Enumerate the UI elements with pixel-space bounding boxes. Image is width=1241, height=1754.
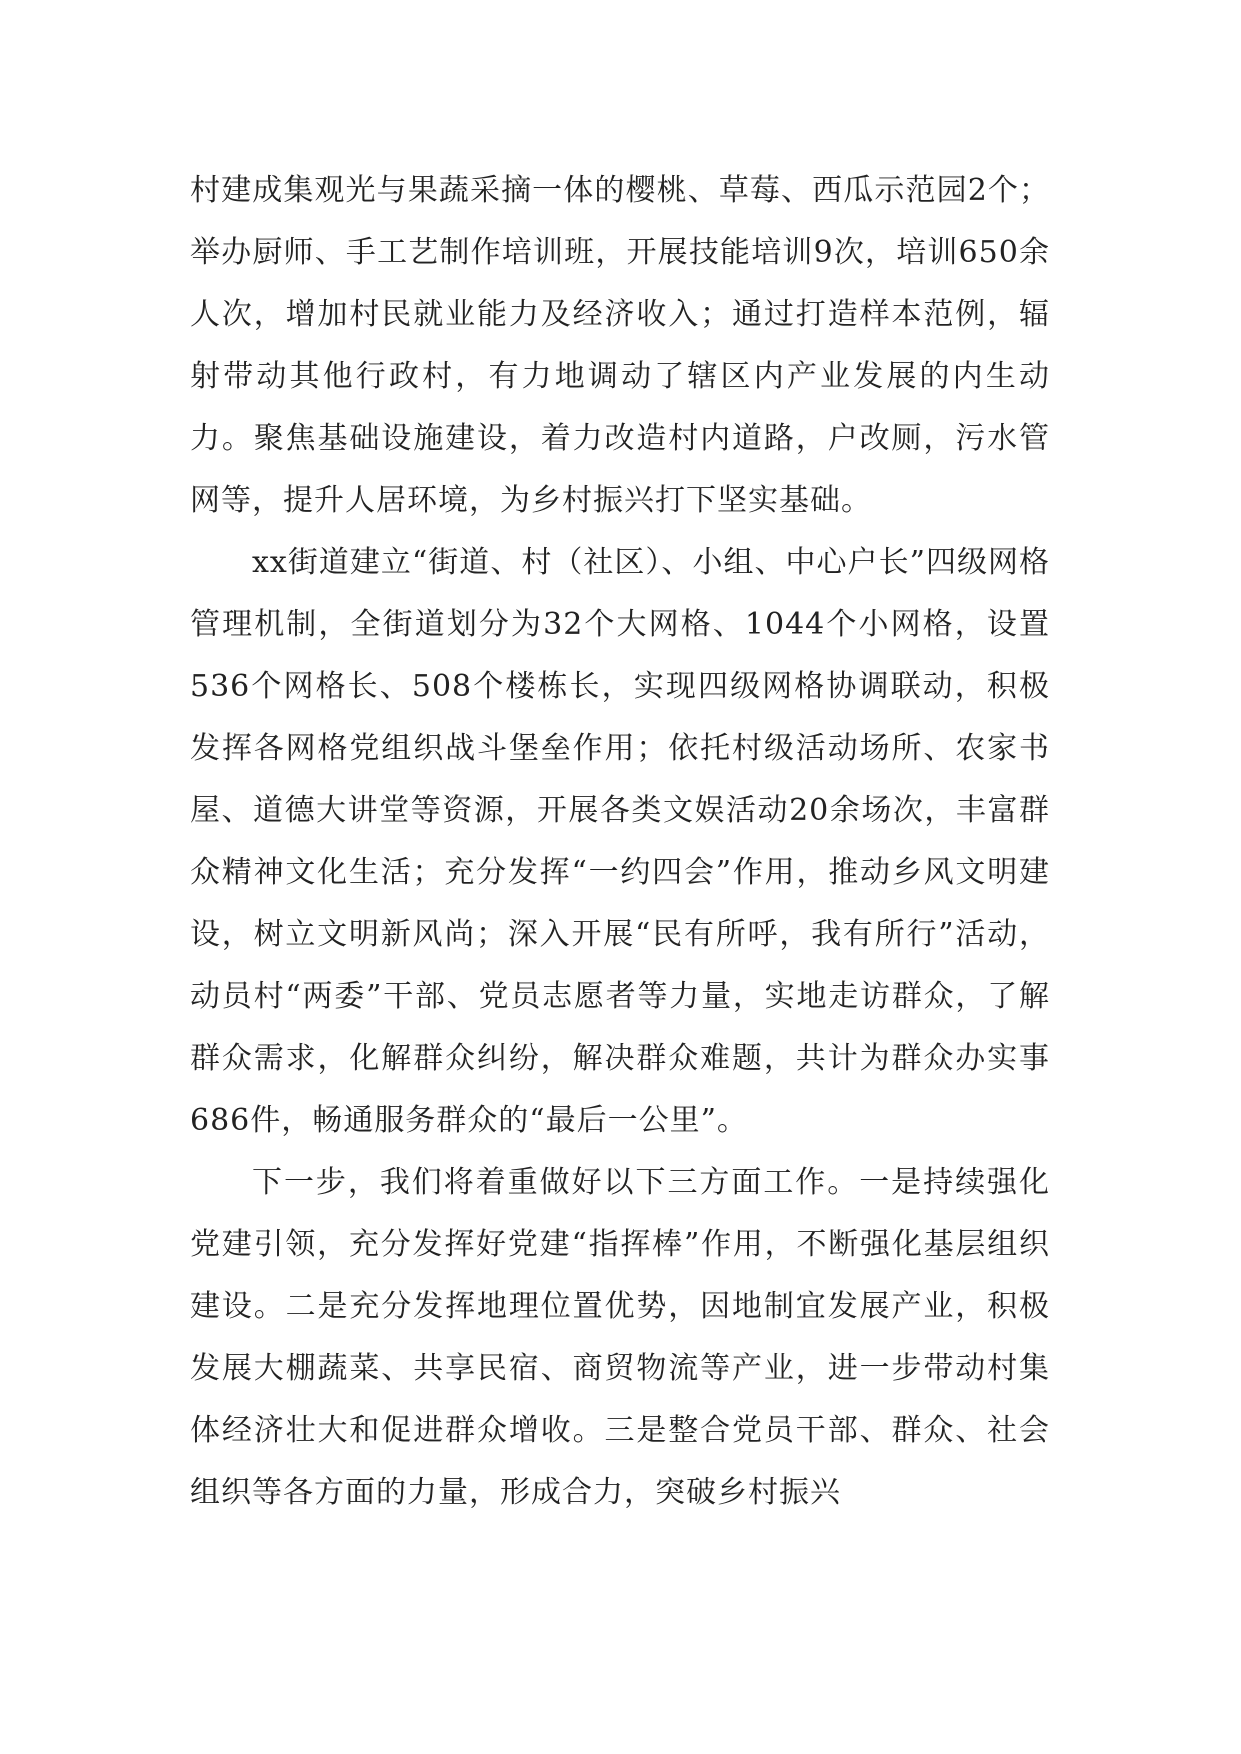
document-body (190, 160, 1050, 1524)
paragraph-grid-management: xx街道建立“街道、村（社区）、小组、中心户长”四级网格管理机制，全街道划分为32个大网格、1044个小网格，设置536个网格长、508个楼栋长，实现四级网格协调联动，积极发挥各网格党组织战斗堡垒作用；依托村级活动场所、农家书屋、道德大讲堂等资源，开展各类文娱活动20余场次，丰富群众精神文化生活；充分发挥“一约四会”作用，推动乡风文明建设，树立文明新风尚；深入开展“民有所呼，我有所行”活动，动员村“两委”干部、党员志愿者等力量，实地走访群众，了解群众需求，化解群众纠纷，解决群众难题，共计为群众办实事686件，畅通服务群众的“最后一公里”。 (190, 545, 1050, 1138)
paragraph-next-steps: 下一步，我们将着重做好以下三方面工作。一是持续强化党建引领，充分发挥好党建“指挥棒”作用，不断强化基层组织建设。二是充分发挥地理位置优势，因地制宜发展产业，积极发展大棚蔬菜、共享民宿、商贸物流等产业，进一步带动村集体经济壮大和促进群众增收。三是整合党员干部、群众、社会组织等各方面的力量，形成合力，突破乡村振兴 (190, 1165, 1050, 1510)
paragraph-continued: 村建成集观光与果蔬采摘一体的樱桃、草莓、西瓜示范园2个；举办厨师、手工艺制作培训班，开展技能培训9次，培训650余人次，增加村民就业能力及经济收入；通过打造样本范例，辐射带动其他行政村，有力地调动了辖区内产业发展的内生动力。聚焦基础设施建设，着力改造村内道路，户改厕，污水管网等，提升人居环境，为乡村振兴打下坚实基础。 (190, 173, 1050, 518)
